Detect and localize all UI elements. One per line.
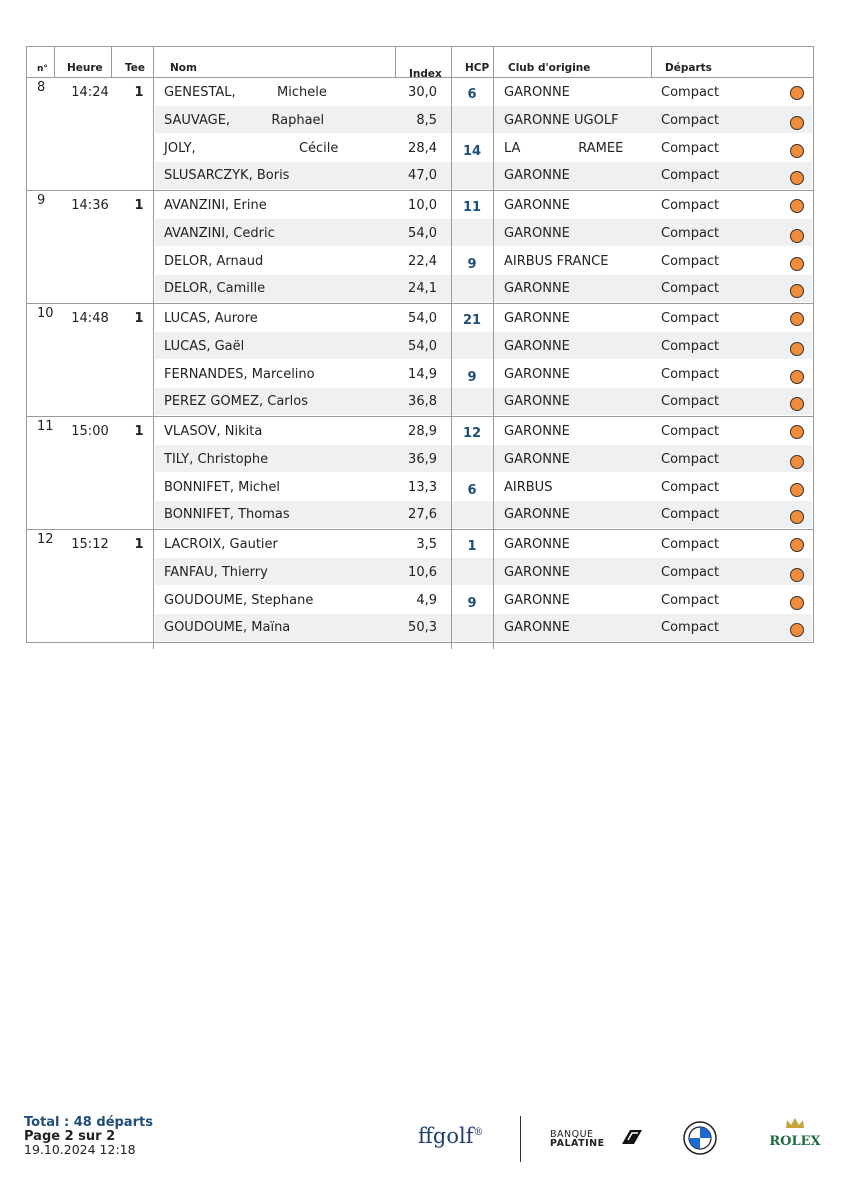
tee-group (27, 191, 813, 304)
player-name: SAUVAGE, Raphael (164, 113, 325, 128)
status-dot-icon (790, 144, 804, 158)
player-depart: Compact (661, 452, 720, 467)
header-hcp: HCP (465, 62, 490, 74)
player-index: 36,8 (408, 394, 437, 409)
header-club: Club d'origine (508, 62, 591, 74)
player-name: DELOR, Arnaud (164, 254, 264, 269)
player-club: AIRBUS FRANCE (504, 254, 609, 269)
player-depart: Compact (661, 168, 720, 183)
header-nom: Nom (170, 62, 197, 74)
status-dot-icon (790, 229, 804, 243)
player-depart: Compact (661, 507, 720, 522)
start-time: 15:00 (71, 424, 109, 439)
pair-hcp: 9 (467, 257, 477, 272)
player-club: GARONNE (504, 85, 570, 100)
player-depart: Compact (661, 85, 720, 100)
player-depart: Compact (661, 620, 720, 635)
status-dot-icon (790, 538, 804, 552)
player-name: GOUDOUME, Stephane (164, 593, 314, 608)
player-depart: Compact (661, 254, 720, 269)
player-club: GARONNE UGOLF (504, 113, 619, 128)
status-dot-icon (790, 425, 804, 439)
player-index: 22,4 (408, 254, 437, 269)
start-time: 15:12 (71, 537, 109, 552)
player-depart: Compact (661, 226, 720, 241)
status-dot-icon (790, 284, 804, 298)
logo-divider (520, 1116, 521, 1162)
player-club: GARONNE (504, 537, 570, 552)
tee-times-table (26, 46, 814, 643)
player-name: LACROIX, Gautier (164, 537, 278, 552)
player-depart: Compact (661, 367, 720, 382)
column-divider (153, 47, 154, 649)
status-dot-icon (790, 510, 804, 524)
start-time: 14:36 (71, 198, 109, 213)
status-dot-icon (790, 116, 804, 130)
player-index: 30,0 (408, 85, 437, 100)
player-club: GARONNE (504, 198, 570, 213)
palatine-text: PALATINE (550, 1138, 605, 1149)
status-dot-icon (790, 397, 804, 411)
player-depart: Compact (661, 593, 720, 608)
pair-hcp: 9 (467, 596, 477, 611)
header-tee: Tee (125, 62, 146, 74)
pair-hcp: 14 (462, 144, 482, 159)
player-club: GARONNE (504, 281, 570, 296)
header-divider (395, 47, 396, 77)
player-index: 54,0 (408, 226, 437, 241)
pair-hcp: 9 (467, 370, 477, 385)
player-club: AIRBUS (504, 480, 553, 495)
player-name: JOLY, Cécile (164, 141, 339, 156)
header-divider (54, 47, 55, 77)
player-club: GARONNE (504, 367, 570, 382)
player-index: 27,6 (408, 507, 437, 522)
status-dot-icon (790, 623, 804, 637)
player-index: 14,9 (408, 367, 437, 382)
rolex-logo (764, 1116, 826, 1149)
rolex-crown-icon (784, 1116, 806, 1130)
status-dot-icon (790, 312, 804, 326)
player-name: FERNANDES, Marcelino (164, 367, 315, 382)
group-number: 10 (37, 306, 54, 321)
player-depart: Compact (661, 424, 720, 439)
player-depart: Compact (661, 565, 720, 580)
status-dot-icon (790, 257, 804, 271)
player-name: LUCAS, Gaël (164, 339, 245, 354)
player-name: BONNIFET, Michel (164, 480, 280, 495)
palatine-mark-icon (620, 1128, 644, 1146)
bmw-logo (683, 1121, 717, 1159)
player-depart: Compact (661, 394, 720, 409)
player-club: GARONNE (504, 394, 570, 409)
pair-hcp: 6 (467, 483, 477, 498)
player-club: GARONNE (504, 452, 570, 467)
status-dot-icon (790, 370, 804, 384)
player-index: 13,3 (408, 480, 437, 495)
tee-number: 1 (134, 424, 144, 439)
banque-text: BANQUE (550, 1129, 594, 1140)
player-club: GARONNE (504, 339, 570, 354)
player-club: GARONNE (504, 507, 570, 522)
status-dot-icon (790, 86, 804, 100)
start-time: 14:48 (71, 311, 109, 326)
player-name: FANFAU, Thierry (164, 565, 268, 580)
player-name: SLUSARCZYK, Boris (164, 168, 290, 183)
player-index: 10,0 (408, 198, 437, 213)
status-dot-icon (790, 568, 804, 582)
player-name: DELOR, Camille (164, 281, 266, 296)
status-dot-icon (790, 342, 804, 356)
tee-number: 1 (134, 311, 144, 326)
player-index: 24,1 (408, 281, 437, 296)
player-name: LUCAS, Aurore (164, 311, 258, 326)
start-time: 14:24 (71, 85, 109, 100)
table-header (27, 47, 813, 78)
player-name: PEREZ GOMEZ, Carlos (164, 394, 308, 409)
tee-group (27, 417, 813, 530)
header-departs: Départs (665, 62, 712, 74)
player-depart: Compact (661, 311, 720, 326)
header-divider (651, 47, 652, 77)
player-name: BONNIFET, Thomas (164, 507, 290, 522)
status-dot-icon (790, 199, 804, 213)
player-depart: Compact (661, 198, 720, 213)
rolex-text: ROLEX (769, 1134, 821, 1149)
player-name: AVANZINI, Cedric (164, 226, 275, 241)
status-dot-icon (790, 171, 804, 185)
group-number: 8 (37, 80, 46, 95)
player-name: TILY, Christophe (164, 452, 269, 467)
status-dot-icon (790, 483, 804, 497)
pair-hcp: 6 (467, 87, 477, 102)
player-index: 28,4 (408, 141, 437, 156)
player-index: 8,5 (416, 113, 437, 128)
player-index: 54,0 (408, 311, 437, 326)
ffgolf-logo (418, 1124, 484, 1148)
player-name: GOUDOUME, Maïna (164, 620, 291, 635)
player-index: 36,9 (408, 452, 437, 467)
player-depart: Compact (661, 141, 720, 156)
player-index: 3,5 (416, 537, 437, 552)
player-club: GARONNE (504, 168, 570, 183)
player-club: GARONNE (504, 593, 570, 608)
registered-icon: ® (473, 1127, 484, 1138)
player-club: GARONNE (504, 565, 570, 580)
pair-hcp: 11 (462, 200, 482, 215)
group-number: 11 (37, 419, 54, 434)
pair-hcp: 1 (467, 539, 477, 554)
footer-page: Page 2 sur 2 (24, 1129, 116, 1144)
player-index: 50,3 (408, 620, 437, 635)
tee-group (27, 78, 813, 191)
player-depart: Compact (661, 480, 720, 495)
pair-hcp: 21 (462, 313, 482, 328)
player-club: GARONNE (504, 424, 570, 439)
group-number: 12 (37, 532, 54, 547)
tee-number: 1 (134, 537, 144, 552)
header-index: Index (409, 68, 442, 80)
groups-container (27, 78, 813, 642)
player-index: 28,9 (408, 424, 437, 439)
tee-number: 1 (134, 198, 144, 213)
bmw-roundel-icon (683, 1121, 717, 1155)
column-divider (451, 47, 452, 649)
footer-total: Total : 48 départs (24, 1115, 153, 1130)
column-divider (493, 47, 494, 649)
header-no: n° (37, 64, 48, 74)
player-depart: Compact (661, 113, 720, 128)
pair-hcp: 12 (462, 426, 482, 441)
player-club: GARONNE (504, 311, 570, 326)
header-heure: Heure (67, 62, 103, 74)
player-index: 4,9 (416, 593, 437, 608)
tee-number: 1 (134, 85, 144, 100)
player-club: GARONNE (504, 226, 570, 241)
status-dot-icon (790, 596, 804, 610)
banque-palatine-logo (550, 1130, 605, 1148)
tee-group (27, 304, 813, 417)
ffgolf-logo-text: ffgolf (418, 1124, 474, 1148)
player-club: GARONNE (504, 620, 570, 635)
footer-date: 19.10.2024 12:18 (24, 1142, 136, 1157)
player-name: VLASOV, Nikita (164, 424, 263, 439)
header-divider (111, 47, 112, 77)
player-name: AVANZINI, Erine (164, 198, 267, 213)
tee-group (27, 530, 813, 642)
status-dot-icon (790, 455, 804, 469)
footer-info (24, 1116, 153, 1157)
player-depart: Compact (661, 537, 720, 552)
player-index: 54,0 (408, 339, 437, 354)
player-depart: Compact (661, 281, 720, 296)
player-index: 47,0 (408, 168, 437, 183)
group-number: 9 (37, 193, 46, 208)
player-name: GENESTAL, Michele (164, 85, 327, 100)
player-depart: Compact (661, 339, 720, 354)
player-club: LA RAMEE (504, 141, 624, 156)
player-index: 10,6 (408, 565, 437, 580)
